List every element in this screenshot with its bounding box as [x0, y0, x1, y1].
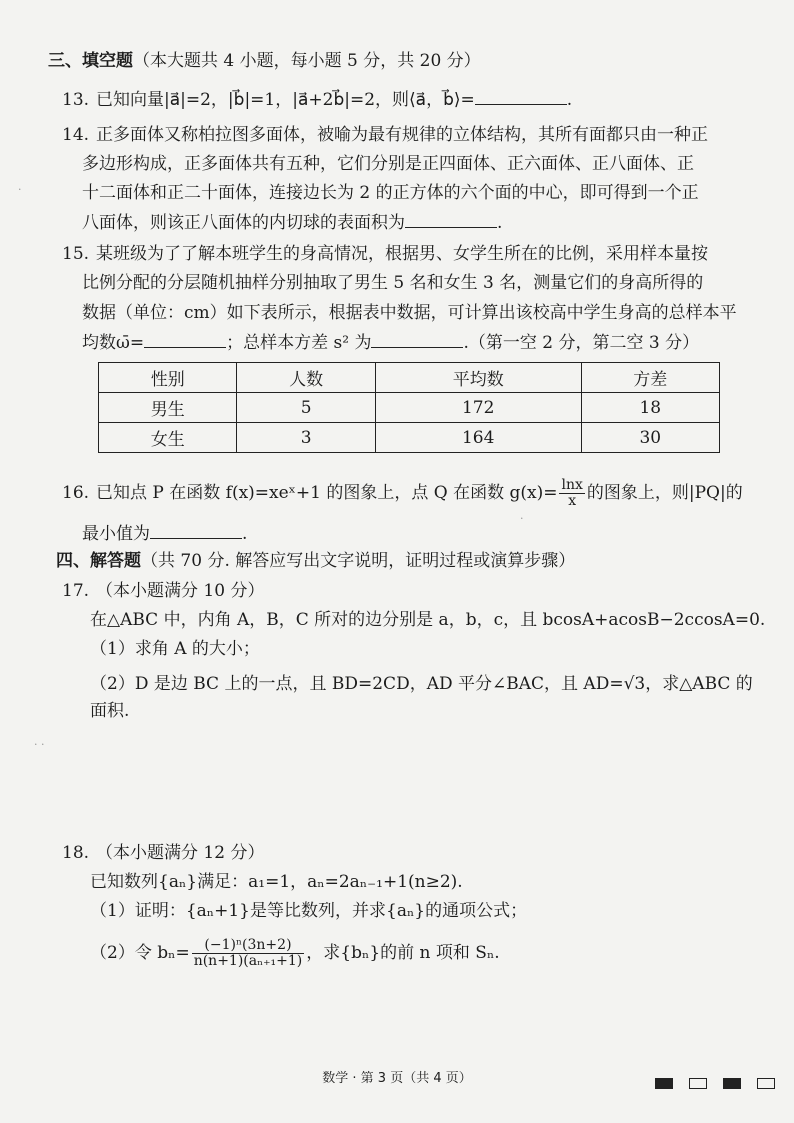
mean-answer-blank[interactable]: [144, 331, 226, 348]
period: .: [242, 524, 248, 544]
filled-mark-icon: [655, 1078, 673, 1089]
height-data-table: [98, 362, 720, 453]
hollow-mark-icon: [757, 1078, 775, 1089]
question-16-line-1: [62, 476, 743, 510]
question-14-line-2: 多边形构成，正多面体共有五种，它们分别是正四面体、正六面体、正八面体、正: [82, 154, 694, 174]
table-cell: 164: [375, 423, 581, 453]
question-text: 已知点 P 在函数 f(x)=xeˣ+1 的图象上，点 Q 在函数 g(x)=: [96, 483, 558, 503]
section-title: 四、解答题: [56, 551, 141, 571]
scan-speck: ·: [520, 512, 524, 525]
question-text: 某班级为了了解本班学生的身高情况，根据男、女学生所在的比例，采用样本量按: [96, 244, 708, 264]
question-text: 八面体，则该正八面体的内切球的表面积为: [82, 213, 405, 233]
fraction-bn: [192, 938, 305, 969]
section-note: （共 70 分. 解答应写出文字说明，证明过程或演算步骤）: [141, 551, 576, 571]
question-number: 15.: [62, 244, 90, 264]
question-14-line-4: [82, 211, 502, 234]
question-number: 18.: [62, 843, 90, 863]
question-text: （2）令 bₙ=: [90, 943, 190, 963]
question-18-part-2: [90, 933, 500, 973]
period: .: [497, 213, 503, 233]
answer-blank[interactable]: [405, 211, 497, 228]
table-cell: 172: [375, 393, 581, 423]
table-cell: 5: [237, 393, 375, 423]
section-4-heading: [56, 550, 575, 572]
scan-speck: · ·: [34, 738, 45, 751]
scan-speck: ·: [18, 183, 22, 196]
question-17-stem: 在△ABC 中，内角 A，B，C 所对的边分别是 a，b，c，且 bcosA+acosB−2ccosA=0.: [90, 610, 766, 630]
question-score: （本小题满分 12 分）: [96, 843, 265, 863]
question-text: ，求{bₙ}的前 n 项和 Sₙ.: [306, 943, 500, 963]
question-17-part-2-cont: 面积.: [90, 701, 130, 721]
question-score: （本小题满分 10 分）: [96, 581, 265, 601]
question-18-part-1: （1）证明：{aₙ+1}是等比数列，并求{aₙ}的通项公式；: [90, 901, 528, 921]
filled-mark-icon: [723, 1078, 741, 1089]
answer-blank[interactable]: [150, 522, 242, 539]
question-text: 的图象上，则|PQ|的: [586, 483, 743, 503]
question-17-part-1: （1）求角 A 的大小；: [90, 639, 260, 659]
page-footer: 数学 · 第 3 页（共 4 页）: [322, 1071, 472, 1086]
mean-prompt: 均数ω̄=: [82, 333, 145, 353]
alignment-marks: [655, 1074, 775, 1093]
question-13: [62, 88, 572, 111]
score-note: .（第一空 2 分，第二空 3 分）: [463, 333, 700, 353]
variance-prompt: ；总样本方差 s² 为: [226, 333, 372, 353]
question-15-line-1: [62, 243, 708, 265]
table-cell: 30: [581, 423, 719, 453]
question-number: 13.: [62, 90, 90, 110]
period: .: [566, 90, 573, 110]
table-header-cell: 方差: [581, 363, 719, 393]
question-18-header: [62, 842, 264, 864]
table-cell: 男生: [99, 393, 237, 423]
question-15-line-4: [82, 331, 699, 354]
question-15-line-3: 数据（单位：cm）如下表所示，根据表中数据，可计算出该校高中学生身高的总样本平: [82, 303, 737, 323]
table-cell: 18: [581, 393, 719, 423]
section-3-heading: [48, 50, 481, 72]
question-text: 最小值为: [82, 524, 150, 544]
table-header-row: [99, 363, 720, 393]
fraction-numerator: lnx: [561, 477, 583, 493]
fraction-denominator: n(n+1)(aₙ₊₁+1): [193, 953, 303, 969]
hollow-mark-icon: [689, 1078, 707, 1089]
section-note: （本大题共 4 小题，每小题 5 分，共 20 分）: [133, 51, 481, 71]
question-15-line-2: 比例分配的分层随机抽样分别抽取了男生 5 名和女生 3 名，测量它们的身高所得的: [82, 273, 704, 293]
fraction-ln-x-over-x: [559, 478, 584, 509]
table-cell: 3: [237, 423, 375, 453]
section-title: 三、填空题: [48, 51, 133, 71]
question-17-header: [62, 580, 264, 602]
question-14-line-3: 十二面体和正二十面体，连接边长为 2 的正方体的六个面的中心，即可得到一个正: [82, 183, 699, 203]
fraction-numerator: (−1)ⁿ(3n+2): [192, 938, 305, 954]
question-18-stem: 已知数列{aₙ}满足：a₁=1，aₙ=2aₙ₋₁+1(n≥2).: [90, 872, 463, 892]
table-header-cell: 平均数: [375, 363, 581, 393]
question-16-line-2: [82, 522, 247, 545]
table-row: [99, 393, 720, 423]
table-header-cell: 人数: [237, 363, 375, 393]
question-17-part-2: （2）D 是边 BC 上的一点，且 BD=2CD，AD 平分∠BAC，且 AD=√3，求△ABC 的: [90, 674, 753, 694]
question-14-line-1: [62, 124, 708, 146]
table-cell: 女生: [99, 423, 237, 453]
question-number: 16.: [62, 483, 90, 503]
question-number: 17.: [62, 581, 90, 601]
question-text: 已知向量|a⃗|=2，|b⃗|=1，|a⃗+2b⃗|=2，则⟨a⃗，b⃗⟩=: [96, 90, 475, 110]
answer-blank[interactable]: [475, 88, 567, 105]
table-row: [99, 423, 720, 453]
fraction-denominator: x: [568, 493, 577, 509]
question-text: 正多面体又称柏拉图多面体，被喻为最有规律的立体结构，其所有面都只由一种正: [96, 125, 708, 145]
variance-answer-blank[interactable]: [371, 331, 463, 348]
table-header-cell: 性别: [99, 363, 237, 393]
question-number: 14.: [62, 125, 90, 145]
